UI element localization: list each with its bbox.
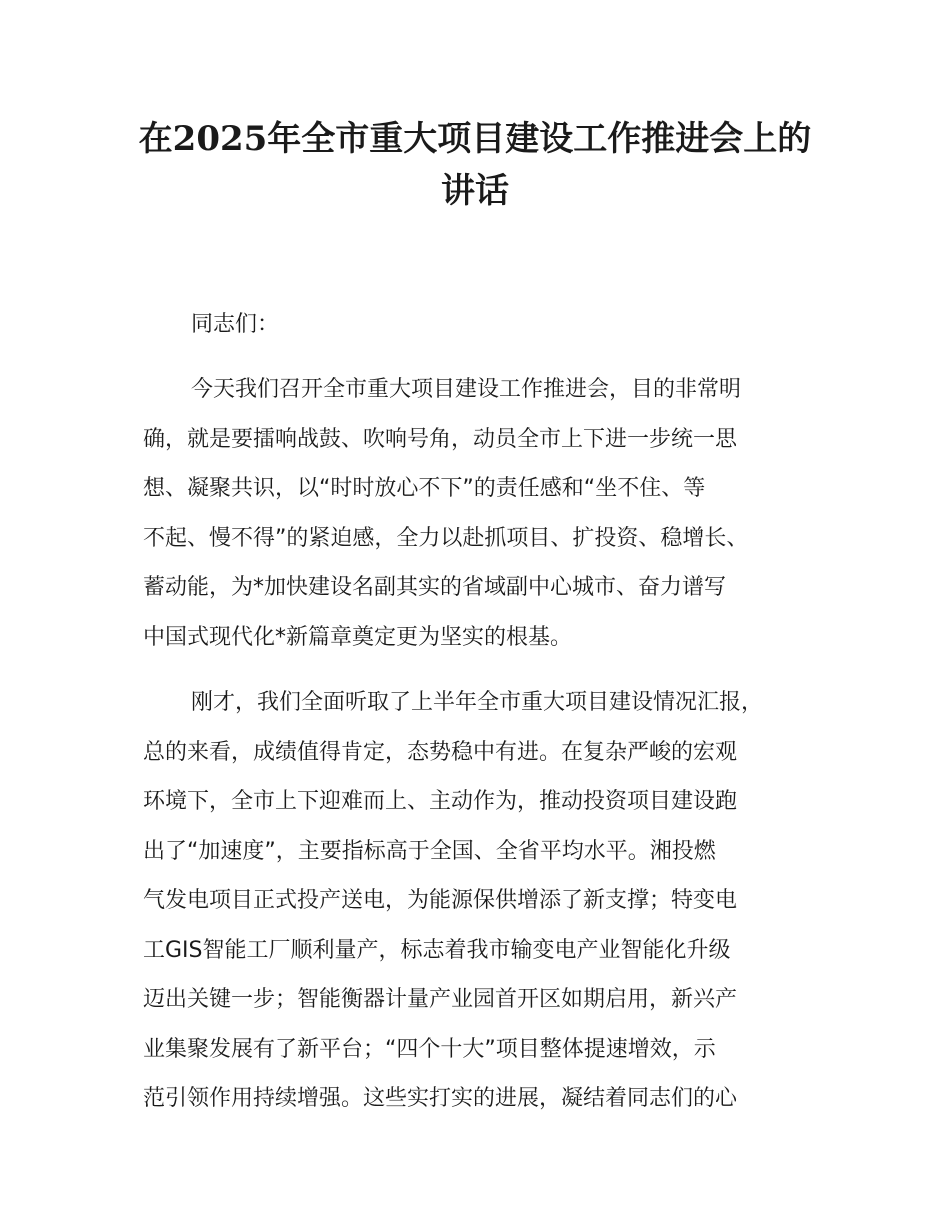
paragraph-2-line: 业集聚发展有了新平台；“四个十大”项目整体提速增效，示	[143, 1036, 716, 1062]
paragraph-2-line: 迈出关键一步；智能衡器计量产业园首开区如期启用，新兴产	[143, 987, 738, 1012]
paragraph-1-line: 中国式现代化*新篇章奠定更为坚实的根基。	[143, 624, 573, 650]
paragraph-1-line: 确，就是要擂响战鼓、吹响号角，动员全市上下进一步统一思	[143, 426, 738, 452]
paragraph-1-line: 蓄动能，为*加快建设名副其实的省域副中心城市、奋力谱写	[143, 575, 727, 600]
paragraph-1-line: 不起、慢不得”的紧迫感，全力以赴抓项目、扩投资、稳增长、	[143, 525, 749, 551]
paragraph-1	[143, 365, 843, 662]
paragraph-1-line: 想、凝聚共识，以“时时放心不下”的责任感和“坐不住、等	[143, 476, 706, 501]
document-title-line-2: 讲话	[441, 171, 509, 211]
paragraph-2-line: 出了“加速度”，主要指标高于全国、全省平均水平。湘投燃	[143, 838, 716, 864]
paragraph-2-line: 范引领作用持续增强。这些实打实的进展，凝结着同志们的心	[143, 1086, 738, 1111]
paragraph-2-line: 环境下，全市上下迎难而上、主动作为，推动投资项目建设跑	[143, 789, 738, 814]
paragraph-2-line: 工GIS智能工厂顺利量产，标志着我市输变电产业智能化升级	[143, 937, 731, 963]
salutation: 同志们：	[191, 312, 280, 337]
paragraph-2-line: 总的来看，成绩值得肯定，态势稳中有进。在复杂严峻的宏观	[143, 739, 738, 765]
paragraph-2-line: 气发电项目正式投产送电，为能源保供增添了新支撑；特变电	[143, 888, 738, 913]
paragraph-2-line: 刚才，我们全面听取了上半年全市重大项目建设情况汇报，	[191, 690, 764, 715]
paragraph-2	[143, 678, 843, 1124]
document-title-line-1: 在2025年全市重大项目建设工作推进会上的	[138, 119, 812, 159]
paragraph-1-line: 今天我们召开全市重大项目建设工作推进会，目的非常明	[191, 377, 742, 402]
